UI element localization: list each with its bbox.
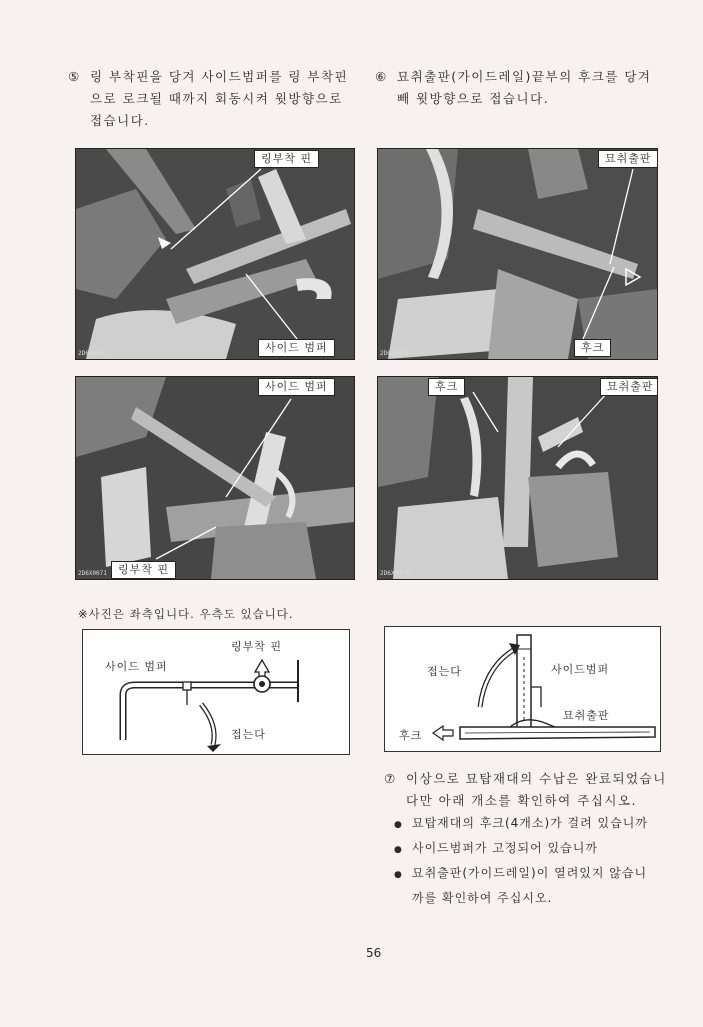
step-5-number: ⑤ <box>68 69 81 84</box>
check-item-1-text: 묘탑재대의 후크(4개소)가 걸려 있습니까 <box>412 816 648 830</box>
step-6-line-2: 빼 윗방향으로 접습니다. <box>397 91 550 106</box>
photo-1-label-side-bumper: 사이드 범퍼 <box>258 339 335 357</box>
step-5-line-2: 으로 로크될 때까지 회동시켜 윗방향으로 <box>90 91 343 106</box>
photo-2-illustration <box>378 149 657 359</box>
step-5-text <box>68 66 368 132</box>
photo-1-code: 2D6X0061 <box>78 350 107 357</box>
photo-note: ※사진은 좌측입니다. 우측도 있습니다. <box>78 607 294 621</box>
photo-2-label-seedling-plate: 묘취출판 <box>598 150 658 168</box>
diagram-left-label-fold: 접는다 <box>231 728 266 741</box>
diagram-seedling-plate-fold <box>384 626 661 752</box>
photo-3-illustration <box>76 377 354 579</box>
photo-hook-seedling-plate-folded <box>377 376 658 580</box>
diagram-right-label-side-bumper: 사이드범퍼 <box>551 663 610 676</box>
diagram-right-label-hook: 후크 <box>399 729 423 742</box>
photo-3-code: 2D6X0071 <box>78 570 107 577</box>
check-item-3-text: 묘취출판(가이드레일)이 열려있지 않습니 <box>412 866 648 880</box>
list-item: ● 묘취출판(가이드레일)이 열려있지 않습니 까를 확인하여 주십시오. <box>394 862 684 910</box>
check-item-3-continuation: 까를 확인하여 주십시오. <box>412 891 553 905</box>
list-item: ● 사이드범퍼가 고정되어 있습니까 <box>394 841 598 855</box>
photo-1-label-ring-pin: 링부착 핀 <box>254 150 319 168</box>
page-number: 56 <box>366 946 382 960</box>
step-5-line-1: 링 부착핀을 당겨 사이드범퍼를 링 부착핀 <box>90 69 349 84</box>
check-item-2-text: 사이드범퍼가 고정되어 있습니까 <box>412 841 598 855</box>
step-5-line-3: 접습니다. <box>90 113 150 128</box>
list-item: ● 묘탑재대의 후크(4개소)가 걸려 있습니까 <box>394 816 648 830</box>
step-7-number: ⑦ <box>384 771 397 786</box>
photo-1-illustration <box>76 149 354 359</box>
photo-4-code: 2D6X0073 <box>380 570 409 577</box>
step-7-line-1: 이상으로 묘탑재대의 수납은 완료되었습니 <box>406 771 667 786</box>
diagram-left-drawing <box>83 630 349 754</box>
step-6-line-1: 묘취출판(가이드레일)끝부의 후크를 당겨 <box>397 69 652 84</box>
diagram-left-label-ring-pin: 링부착 핀 <box>231 640 283 653</box>
photo-4-label-hook: 후크 <box>428 378 465 396</box>
photo-side-bumper-folded <box>75 376 355 580</box>
diagram-left-label-side-bumper: 사이드 범퍼 <box>105 660 168 673</box>
photo-2-label-hook: 후크 <box>574 339 611 357</box>
step-7-text <box>384 768 684 812</box>
photo-2-code: 2D6X0074 <box>380 350 409 357</box>
step-7-line-2: 다만 아래 개소를 확인하여 주십시오. <box>406 793 637 808</box>
photo-4-illustration <box>378 377 657 579</box>
diagram-side-bumper-fold <box>82 629 350 755</box>
diagram-right-drawing <box>385 627 660 751</box>
photo-3-label-side-bumper: 사이드 범퍼 <box>258 378 335 396</box>
check-list <box>394 812 684 910</box>
step-6-number: ⑥ <box>375 69 388 84</box>
photo-3-label-ring-pin: 링부착 핀 <box>111 561 176 579</box>
diagram-right-label-fold: 접는다 <box>427 665 462 678</box>
photo-4-label-seedling-plate: 묘취출판 <box>600 378 658 396</box>
photo-seedling-plate-hook <box>377 148 658 360</box>
step-6-text <box>375 66 675 110</box>
diagram-right-label-seedling-plate: 묘취출판 <box>563 709 610 722</box>
photo-ring-pin-side-bumper <box>75 148 355 360</box>
